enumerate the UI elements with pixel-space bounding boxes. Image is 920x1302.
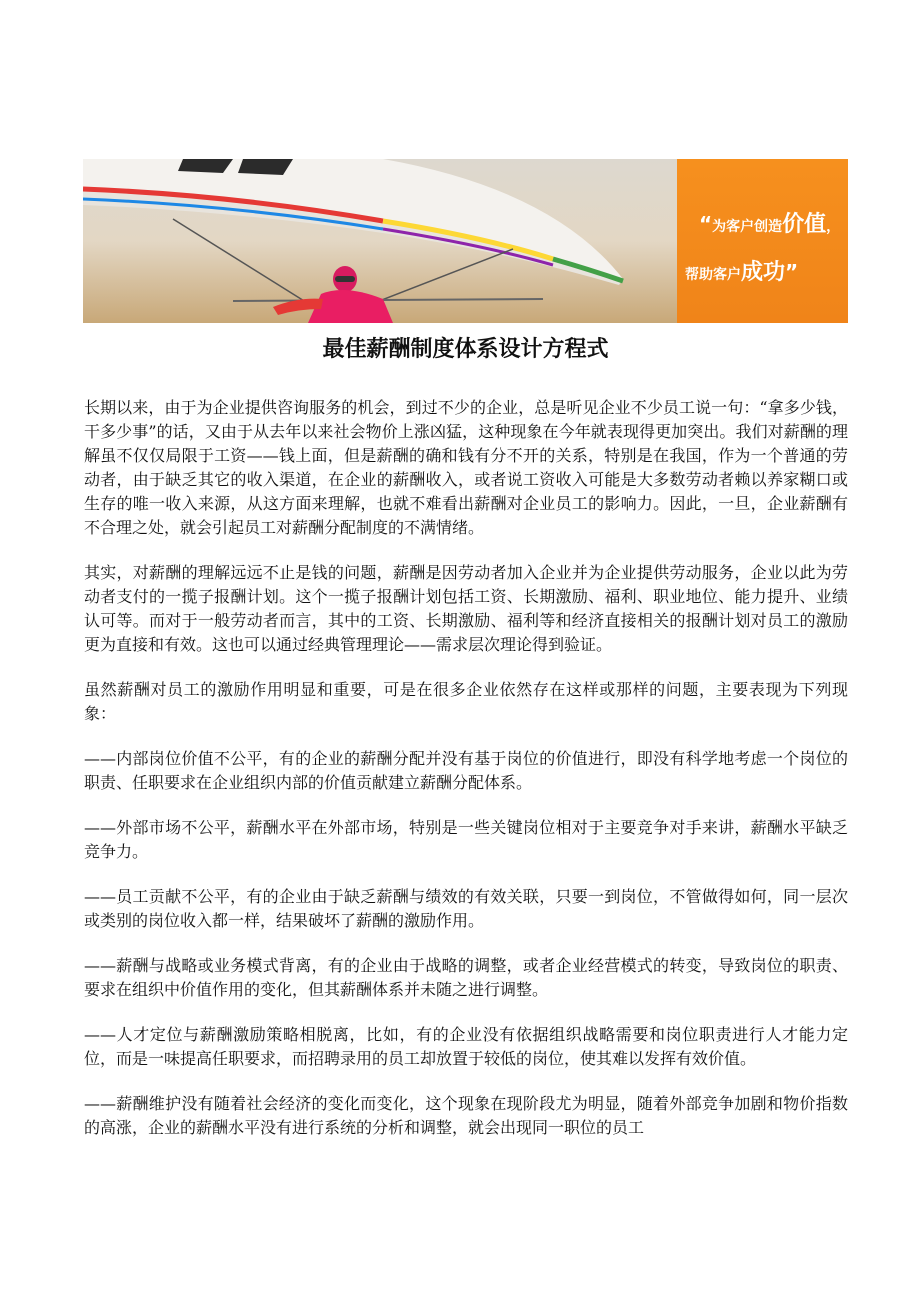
slogan-line2-emphasis: 成功 — [741, 260, 786, 285]
paragraph-8: ——人才定位与薪酬激励策略相脱离，比如，有的企业没有依据组织战略需要和岗位职责进行人才能力定位，而是一味提高任职要求，而招聘录用的员工却放置于较低的岗位，使其难以发挥有效价值。 — [84, 1025, 848, 1068]
hang-glider-illustration — [83, 159, 677, 323]
slogan-line1-emphasis: 价值 — [782, 212, 827, 237]
slogan-line1-small: 为客户创造 — [712, 219, 783, 235]
slogan-open-quote: “ — [699, 212, 713, 236]
document-title: 最佳薪酬制度体系设计方程式 — [322, 337, 609, 362]
slogan-line1-comma: ， — [826, 219, 841, 235]
slogan-panel — [677, 159, 848, 323]
paragraph-7: ——薪酬与战略或业务模式背离，有的企业由于战略的调整，或者企业经营模式的转变，导致岗位的职责、要求在组织中价值作用的变化，但其薪酬体系并未随之进行调整。 — [84, 956, 848, 999]
paragraph-4: ——内部岗位价值不公平，有的企业的薪酬分配并没有基于岗位的价值进行，即没有科学地考虑一个岗位的职责、任职要求在企业组织内部的价值贡献建立薪酬分配体系。 — [84, 749, 848, 792]
paragraph-1: 长期以来，由于为企业提供咨询服务的机会，到过不少的企业，总是听见企业不少员工说一句：“拿多少钱，干多少事”的话，又由于从去年以来社会物价上涨凶猛，这种现象在今年就表现得更加突出。我们对薪酬的理解虽不仅仅局限于工资——钱上面，但是薪酬的确和钱有分不开的关系，特别是在我国，作为一个普通的劳动者，由于缺乏其它的收入渠道，在企业的薪酬收入，或者说工资收入可能是大多数劳动者赖以养家糊口或生存的唯一收入来源，从这方面来理解，也就不难看出薪酬对企业员工的影响力。因此，一旦，企业薪酬有不合理之处，就会引起员工对薪酬分配制度的不满情绪。 — [84, 398, 848, 537]
slogan-line2-small: 帮助客户 — [685, 267, 741, 283]
slogan-close-quote: ” — [785, 260, 799, 284]
slogan-line-2 — [685, 255, 798, 286]
slogan-line-1 — [699, 207, 840, 238]
paragraph-5: ——外部市场不公平，薪酬水平在外部市场，特别是一些关键岗位相对于主要竞争对手来讲，薪酬水平缺乏竞争力。 — [84, 818, 848, 861]
paragraph-9: ——薪酬维护没有随着社会经济的变化而变化，这个现象在现阶段尤为明显，随着外部竞争加剧和物价指数的高涨，企业的薪酬水平没有进行系统的分析和调整，就会出现同一职位的员工 — [84, 1094, 848, 1137]
document-body — [84, 396, 848, 1161]
header-banner — [83, 159, 848, 323]
paragraph-2: 其实，对薪酬的理解远远不止是钱的问题，薪酬是因劳动者加入企业并为企业提供劳动服务，企业以此为劳动者支付的一揽子报酬计划。这个一揽子报酬计划包括工资、长期激励、福利、职业地位、能力提升、业绩认可等。而对于一般劳动者而言，其中的工资、长期激励、福利等和经济直接相关的报酬计划对员工的激励更为直接和有效。这也可以通过经典管理理论——需求层次理论得到验证。 — [84, 563, 848, 654]
hang-glider-photo — [83, 159, 677, 323]
paragraph-6: ——员工贡献不公平，有的企业由于缺乏薪酬与绩效的有效关联，只要一到岗位，不管做得如何，同一层次或类别的岗位收入都一样，结果破坏了薪酬的激励作用。 — [84, 887, 848, 930]
paragraph-3: 虽然薪酬对员工的激励作用明显和重要，可是在很多企业依然存在这样或那样的问题，主要表现为下列现象： — [84, 680, 848, 723]
